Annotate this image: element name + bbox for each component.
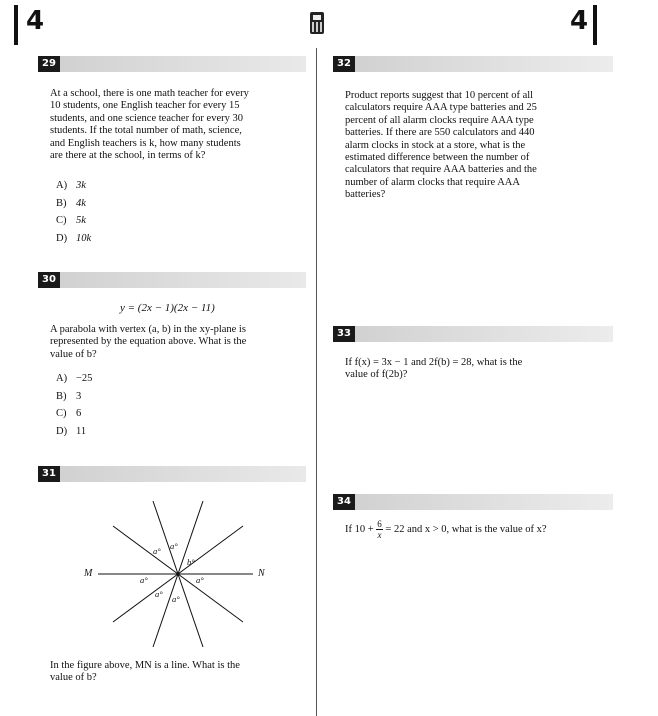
lines-figure	[78, 494, 278, 654]
question-32-header	[333, 56, 613, 72]
question-30-header	[38, 272, 306, 288]
section-number-left: 4	[26, 6, 45, 36]
column-divider	[316, 48, 317, 716]
question-29-number: 29	[38, 56, 60, 72]
choice-29-b[interactable]: B) 4k	[56, 197, 86, 209]
question-34-text: If 10 + $\frac{6}{x}$ = 22 and x > 0, what is the value of x?	[345, 519, 547, 540]
calculator-icon	[310, 12, 324, 34]
question-32-number: 32	[333, 56, 355, 72]
label-m: M	[84, 568, 93, 579]
choice-29-a[interactable]: A) 3k	[56, 180, 86, 191]
angle-a-5: a°	[155, 589, 163, 599]
left-section-bar	[14, 5, 18, 45]
question-33-header	[333, 326, 613, 342]
angle-a-1: a°	[153, 546, 161, 556]
section-number-right: 4	[570, 6, 589, 36]
right-section-bar	[593, 5, 597, 45]
question-30-number: 30	[38, 272, 60, 288]
question-32-text: Product reports suggest that 10 percent of all calculators require AAA type batteries and 25 percent of all alarm clocks require AAA type batteries. If there are 550 calculators and 440 alarm clocks in stock at a store, what is the estimated difference between the number of calculators that require AAA batteries and the number of alarm clocks that require AAA batteries?	[345, 90, 537, 201]
question-33-number: 33	[333, 326, 355, 342]
question-30-text: A parabola with vertex (a, b) in the xy-plane is represented by the equation above. What is the value of b?	[50, 324, 247, 360]
angle-a-6: a°	[172, 594, 180, 604]
question-31-header	[38, 466, 306, 482]
angle-b: b°	[187, 557, 195, 567]
angle-a-2: a°	[170, 541, 178, 551]
question-31-text: In the figure above, MN is a line. What is the value of b?	[50, 660, 240, 684]
question-33-text: If f(x) = 3x − 1 and 2f(b) = 28, what is the value of f(2b)?	[345, 357, 523, 381]
question-34-number: 34	[333, 494, 355, 510]
question-34-header	[333, 494, 613, 510]
question-29-text: At a school, there is one math teacher for every 10 students, one English teacher for every 15 students, and one science teacher for every 30 students. If the total number of math, science, and English teachers is k, how many students are there at the school, in terms of k?	[50, 88, 249, 162]
angle-a-3: a°	[140, 575, 148, 585]
question-30-choices	[56, 370, 92, 440]
label-n: N	[258, 568, 265, 579]
question-29-header	[38, 56, 306, 72]
choice-30-d[interactable]: D) 11	[56, 425, 87, 437]
choice-30-b[interactable]: B) 3	[56, 390, 82, 402]
question-29-choices	[56, 177, 91, 247]
angle-a-4: a°	[196, 575, 204, 585]
choice-30-c[interactable]: C) 6	[56, 408, 82, 419]
choice-30-a[interactable]: A) −25	[56, 373, 93, 384]
choice-29-c[interactable]: C) 5k	[56, 215, 86, 226]
question-31-number: 31	[38, 466, 60, 482]
fraction-6-over-x: $\frac{6}{x}$	[377, 519, 382, 540]
question-30-equation: y = (2x − 1)(2x − 11)	[120, 302, 215, 314]
choice-29-d[interactable]: D) 10k	[56, 232, 92, 244]
